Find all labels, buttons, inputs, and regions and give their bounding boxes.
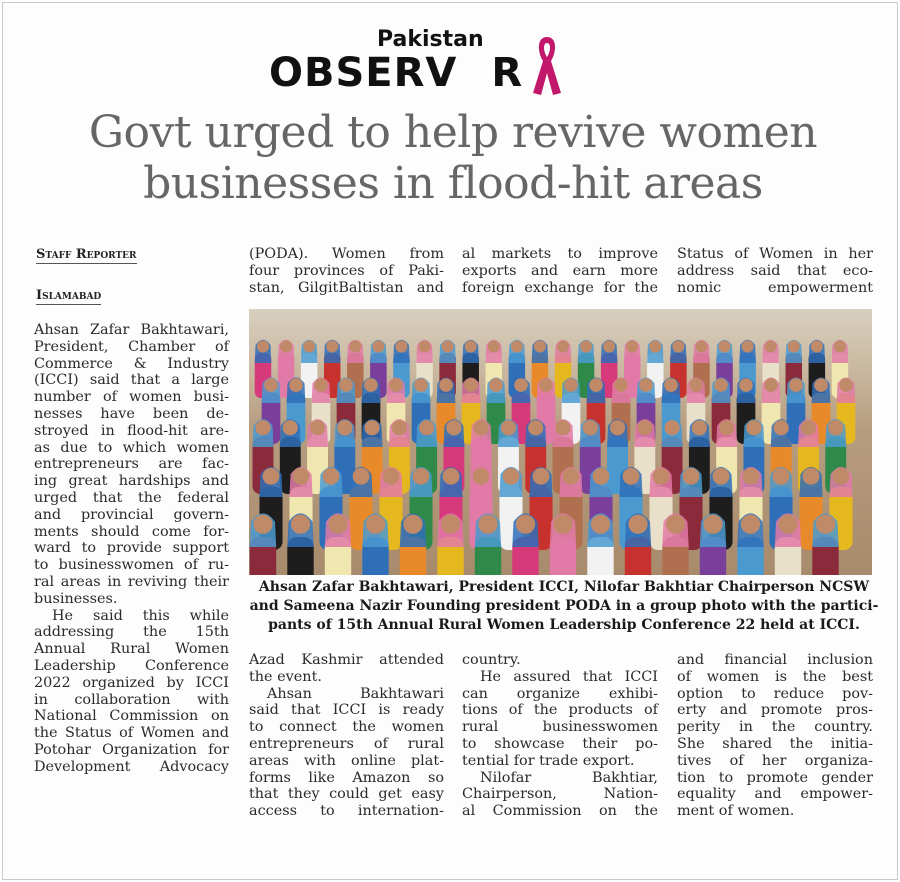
article-line: stroyed in flood-hit are- <box>34 422 229 439</box>
article-line: He assured that ICCI <box>480 668 658 685</box>
article-line: Ahsan Bakhtawari <box>267 685 444 702</box>
article-line: nesses have been de- <box>34 405 229 422</box>
article-line: entrepreneurs of rural <box>249 735 444 752</box>
article-line: that they could get easy <box>249 786 444 803</box>
photo-person <box>812 513 838 575</box>
article-line: Chairperson, Nation- <box>462 786 658 803</box>
article-line: Nilofar Bakhtiar, <box>480 769 658 786</box>
article-line: to businesswomen of ru- <box>34 557 229 574</box>
article-line: forms like Amazon so <box>249 769 444 786</box>
article-line: and provincial govern- <box>34 506 229 523</box>
masthead-logo <box>269 27 639 97</box>
photo-person <box>437 513 463 575</box>
awareness-ribbon-icon <box>529 33 565 97</box>
article-line: addressing the 15th <box>34 624 229 641</box>
photo-person <box>587 513 613 575</box>
article-line: to connect the women <box>249 719 444 736</box>
article-line: Azad Kashmir attended <box>249 652 444 668</box>
photo-person <box>400 513 426 575</box>
article-line: al markets to improve <box>462 246 658 262</box>
photo-person <box>737 513 763 575</box>
article-line: (PODA). Women from <box>249 246 444 262</box>
article-line: to showcase their po- <box>462 735 658 752</box>
article-line: Development Advocacy <box>34 758 229 775</box>
article-line: areas with online plat- <box>249 752 444 769</box>
article-line: Ahsan Zafar Bakhtawari, <box>34 322 229 338</box>
masthead-main-prefix: OBSERV <box>269 50 458 96</box>
article-line: urged that the federal <box>34 489 229 506</box>
article-line: ment of women. <box>677 803 795 820</box>
article-line: four provinces of Paki- <box>249 262 444 279</box>
group-photo-crowd <box>249 309 872 575</box>
article-line: (ICCI) said that a large <box>34 372 229 389</box>
photo-person <box>325 513 351 575</box>
article-line: in collaboration with <box>34 691 229 708</box>
article-line: Annual Rural Women <box>34 641 229 658</box>
article-line: country. <box>462 652 521 668</box>
article-line: 2022 organized by ICCI <box>34 674 229 691</box>
article-column-2-top <box>249 246 444 296</box>
article-line: President, Chamber of <box>34 338 229 355</box>
article-line: She shared the initia- <box>677 735 873 752</box>
article-line: tential for trade export. <box>462 752 635 769</box>
photo-person <box>250 513 276 575</box>
article-line: ward to provide support <box>34 540 229 557</box>
article-line: option to reduce pov- <box>677 685 873 702</box>
article-line: nomic empowerment <box>677 279 873 296</box>
article-line: al Commission on the <box>462 803 658 820</box>
article-line: Potohar Organization for <box>34 741 229 758</box>
article-line: and financial inclusion <box>677 652 873 668</box>
article-line: National Commission on <box>34 708 229 725</box>
article-column-3-bottom <box>462 652 658 820</box>
article-line: He said this while <box>52 607 229 624</box>
article-column-1 <box>34 322 229 776</box>
photo-person <box>662 513 688 575</box>
article-line: perity in the country. <box>677 719 873 736</box>
article-line: exports and earn more <box>462 262 658 279</box>
headline-line-1: Govt urged to help revive women <box>88 107 818 158</box>
photo-caption-line-3: pants of 15th Annual Rural Women Leadership Conference 22 held at ICCI. <box>268 617 860 633</box>
masthead-main <box>269 50 524 96</box>
article-line: address said that eco- <box>677 262 873 279</box>
photo-person <box>625 513 651 575</box>
headline-line-2: businesses in flood-hit areas <box>143 158 763 209</box>
masthead-main-suffix: R <box>491 50 524 96</box>
newspaper-clipping <box>2 2 898 880</box>
article-line: tions of the products of <box>462 702 658 719</box>
article-column-4-bottom <box>677 652 873 820</box>
group-photo <box>249 309 872 575</box>
photo-caption-line-1: Ahsan Zafar Bakhtawari, President ICCI, Nilofar Bakhtiar Chairperson NCSW <box>258 579 870 595</box>
article-line: ral areas in reviving their <box>34 573 229 590</box>
article-line: access to internation- <box>249 803 444 820</box>
article-line: tion to promote gender <box>677 769 873 786</box>
photo-person <box>512 513 538 575</box>
article-line: stan, GilgitBaltistan and <box>249 279 444 296</box>
photo-person <box>475 513 501 575</box>
photo-person <box>287 513 313 575</box>
article-line: tives of her organiza- <box>677 752 873 769</box>
article-line: Leadership Conference <box>34 657 229 674</box>
masthead-top: Pakistan <box>377 27 484 52</box>
photo-person <box>775 513 801 575</box>
article-line: as due to which women <box>34 439 229 456</box>
article-line: can organize exhibi- <box>462 685 658 702</box>
photo-person <box>700 513 726 575</box>
article-line: entrepreneurs are fac- <box>34 456 229 473</box>
article-line: number of women busi- <box>34 389 229 406</box>
article-line: businesses. <box>34 590 118 607</box>
article-line: Status of Women in her <box>677 246 873 262</box>
article-line: of women is the best <box>677 668 873 685</box>
article-line: ing great hardships and <box>34 473 229 490</box>
article-column-4-top <box>677 246 873 296</box>
article-line: said that ICCI is ready <box>249 702 444 719</box>
article-column-3-top <box>462 246 658 296</box>
article-line: ments should come for- <box>34 523 229 540</box>
article-line: rural businesswomen <box>462 719 658 736</box>
staff-reporter-byline: Staff Reporter <box>36 247 137 262</box>
article-line: Commerce & Industry <box>34 355 229 372</box>
photo-person <box>550 513 576 575</box>
article-column-2-bottom <box>249 652 444 820</box>
dateline: Islamabad <box>36 288 102 303</box>
photo-caption <box>249 578 879 635</box>
photo-person <box>362 513 388 575</box>
article-line: the Status of Women and <box>34 725 229 742</box>
article-line: equality and empower- <box>677 786 873 803</box>
article-line: erty and promote pros- <box>677 702 873 719</box>
headline <box>43 107 863 209</box>
article-line: foreign exchange for the <box>462 279 658 296</box>
photo-caption-line-2: and Sameena Nazir Founding president PODA in a group photo with the partici- <box>249 598 879 614</box>
article-line: the event. <box>249 668 322 685</box>
